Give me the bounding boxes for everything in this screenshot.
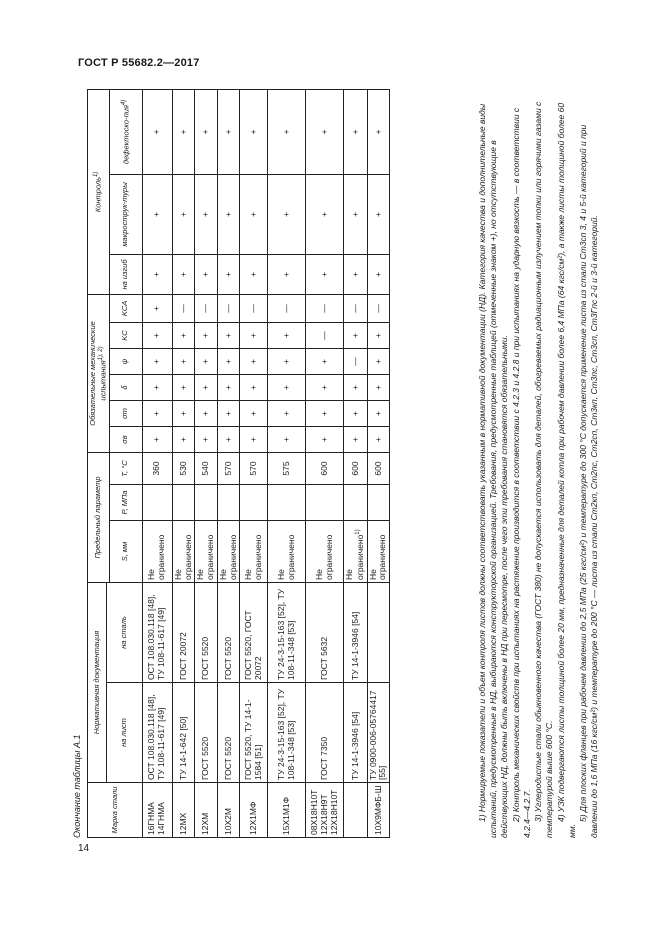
cell-st: + xyxy=(344,401,367,427)
cell-st: + xyxy=(172,401,195,427)
table-row xyxy=(268,89,306,837)
cell-steel: ТУ 24-3-15-163 [52], ТУ 108-11-348 [53] xyxy=(268,583,306,683)
cell-macro: + xyxy=(217,174,240,254)
cell-d: + xyxy=(268,375,306,401)
header-delta: δ xyxy=(109,375,142,401)
cell-t: 570 xyxy=(217,453,240,485)
rotated-content xyxy=(72,0,612,838)
table-row xyxy=(172,89,195,837)
header-limit-t: T, °C xyxy=(109,453,142,485)
cell-t: 600 xyxy=(306,453,344,485)
header-norm-steel: на сталь xyxy=(107,583,143,683)
cell-p xyxy=(344,485,367,521)
cell-sheet: ОСТ 108.030.118 [48], ТУ 108-11-617 [49] xyxy=(142,683,172,783)
cell-st: + xyxy=(306,401,344,427)
cell-kc: — xyxy=(306,323,344,349)
cell-defect: + xyxy=(268,89,306,174)
cell-sheet: ТУ 24-3-15-163 [52], ТУ 108-11-348 [53] xyxy=(268,683,306,783)
cell-bend: + xyxy=(240,254,268,294)
table-row xyxy=(240,89,268,837)
cell-defect: + xyxy=(367,89,390,174)
footnote-3: 3) Углеродистые стали обыкновенного качества (ГОСТ 380) не допускается использовать для деталей, обогреваемых радиационным излучением топки или горячими газами с температурой выше 600 °С. xyxy=(533,101,555,838)
document-header: ГОСТ Р 55682.2—2017 xyxy=(78,57,200,69)
cell-macro: + xyxy=(268,174,306,254)
cell-sheet: ГОСТ 5520, ТУ 14-1-1584 [51] xyxy=(240,683,268,783)
cell-bend: + xyxy=(367,254,390,294)
cell-sb: + xyxy=(344,427,367,453)
footnote-1: 1) Нормируемые показатели и объем контроля листов должны соответствовать указанным в нормативной документации (НД). Категория качества и дополнительные виды испытаний, предусмотренные в НД, выбираются конструкторской организацией. Требования, предусмотренные таблицей (отмеченные знаком +), но отсутствующие в действующих НД, должны быть включены в НД при пересмотре, после чего эти требования становятся обязательными. xyxy=(477,103,510,838)
table-row xyxy=(367,89,390,837)
cell-grade: 12ХМ xyxy=(195,783,218,838)
cell-p xyxy=(367,485,390,521)
cell-steel: ГОСТ 5520 xyxy=(195,583,218,683)
footnote-2: 2) Контроль механических свойств при испытаниях на растяжение производится в соответствии с 4.2.3 и 4.2.8 и при испытаниях на ударную вязкость — в соответствии с 4.2.4—4.2.7. xyxy=(510,107,532,838)
cell-s: Не ограничено xyxy=(306,521,344,583)
cell-d: + xyxy=(240,375,268,401)
table-row xyxy=(142,89,172,837)
cell-d: + xyxy=(367,375,390,401)
cell-d: + xyxy=(344,375,367,401)
cell-p xyxy=(172,485,195,521)
cell-bend: + xyxy=(344,254,367,294)
cell-psi: + xyxy=(306,349,344,375)
cell-sb: + xyxy=(367,427,390,453)
cell-p xyxy=(268,485,306,521)
cell-kc: + xyxy=(217,323,240,349)
cell-grade: 12МХ xyxy=(172,783,195,838)
page-number: 14 xyxy=(78,843,90,854)
cell-macro: + xyxy=(306,174,344,254)
header-psi: ψ xyxy=(109,349,142,375)
cell-defect: + xyxy=(217,89,240,174)
cell-s: Не ограничено xyxy=(172,521,195,583)
cell-macro: + xyxy=(195,174,218,254)
cell-t: 570 xyxy=(240,453,268,485)
cell-bend: + xyxy=(306,254,344,294)
cell-steel: ГОСТ 5632 xyxy=(306,583,344,683)
cell-s: Не ограничено xyxy=(142,521,172,583)
header-sigma-t: σт xyxy=(109,401,142,427)
table-body xyxy=(142,89,389,837)
cell-macro: + xyxy=(240,174,268,254)
header-mech: Обязательные механические испытания$^{1), 2)}$ xyxy=(88,294,110,452)
cell-steel: ОСТ 108.030.118 [48], ТУ 108-11-617 [49] xyxy=(142,583,172,683)
cell-sb: + xyxy=(240,427,268,453)
cell-kc: + xyxy=(268,323,306,349)
cell-p xyxy=(217,485,240,521)
cell-grade: 16ГНМА 14ГНМА xyxy=(142,783,172,838)
cell-psi: + xyxy=(367,349,390,375)
header-limit-s: S, мм xyxy=(109,521,142,583)
cell-defect: + xyxy=(172,89,195,174)
header-defect: дефектоско-пия$^{4)}$ xyxy=(109,89,142,174)
cell-kc: + xyxy=(367,323,390,349)
cell-bend: + xyxy=(172,254,195,294)
cell-psi: + xyxy=(142,349,172,375)
cell-bend: + xyxy=(217,254,240,294)
header-limit-p: P, МПа xyxy=(109,485,142,521)
header-kc: KC xyxy=(109,323,142,349)
cell-p xyxy=(142,485,172,521)
header-norm-sheet: на лист xyxy=(107,683,143,783)
cell-t: 600 xyxy=(344,453,367,485)
table-row xyxy=(217,89,240,837)
cell-kc: + xyxy=(344,323,367,349)
cell-kc: + xyxy=(240,323,268,349)
cell-kca: — xyxy=(195,294,218,322)
cell-bend: + xyxy=(142,254,172,294)
cell-psi: + xyxy=(217,349,240,375)
footnote-4: 4) УЗК подвергаются листы толщиной более 20 мм, предназначенные для деталей котла при рабочем давлении более 6,4 МПа (64 кгс/см²), а также листы толщиной более 60 мм. xyxy=(555,102,577,838)
cell-kc: + xyxy=(142,323,172,349)
cell-d: + xyxy=(306,375,344,401)
cell-t: 575 xyxy=(268,453,306,485)
cell-sb: + xyxy=(217,427,240,453)
cell-kca: — xyxy=(367,294,390,322)
cell-psi: + xyxy=(268,349,306,375)
footnotes xyxy=(477,90,600,838)
cell-psi: + xyxy=(195,349,218,375)
cell-grade: 08Х18Н10Т 12Х18Н9Т 12Х18Н10Т xyxy=(306,783,344,838)
cell-grade: 10Х2М xyxy=(217,783,240,838)
cell-kca: — xyxy=(240,294,268,322)
cell-kc: + xyxy=(195,323,218,349)
cell-defect: + xyxy=(142,89,172,174)
cell-grade: 12Х1МФ xyxy=(240,783,268,838)
cell-sb: + xyxy=(195,427,218,453)
cell-s: Не ограничено xyxy=(367,521,390,583)
cell-sheet: ГОСТ 7350 xyxy=(306,683,344,783)
header-bend: на изгиб xyxy=(109,254,142,294)
cell-kca: + xyxy=(142,294,172,322)
cell-st: + xyxy=(240,401,268,427)
cell-t: 600 xyxy=(367,453,390,485)
cell-steel: ГОСТ 20072 xyxy=(172,583,195,683)
footnote-5: 5) Для плоских фланцев при рабочем давлении до 2,5 МПа (25 кгс/см²) и температуре до 300 °С допускается применение листа из стали Ст3сп 3, 4 и 5-й категорий и при давлении до 1,6 МПа (16 кгс/см²) и температуре до 200 °С — листа из стали Ст2кп, Ст2пс, Ст2сп, Ст3кп, Ст3пс, Ст3сп, Ст3Гпс 2-й и 3-й категорий. xyxy=(577,124,600,838)
cell-p xyxy=(306,485,344,521)
cell-sb: + xyxy=(172,427,195,453)
cell-d: + xyxy=(195,375,218,401)
cell-kca: — xyxy=(172,294,195,322)
cell-steel: ТУ 14-1-3946 [54] xyxy=(344,583,367,683)
cell-kca: — xyxy=(268,294,306,322)
cell-psi: — xyxy=(344,349,367,375)
cell-p xyxy=(240,485,268,521)
cell-sb: + xyxy=(268,427,306,453)
table-row xyxy=(306,89,344,837)
cell-macro: + xyxy=(344,174,367,254)
cell-kc: + xyxy=(172,323,195,349)
cell-defect: + xyxy=(195,89,218,174)
cell-p xyxy=(195,485,218,521)
cell-t: 540 xyxy=(195,453,218,485)
cell-defect: + xyxy=(344,89,367,174)
cell-steel xyxy=(367,583,390,683)
cell-sb: + xyxy=(306,427,344,453)
cell-d: + xyxy=(142,375,172,401)
cell-kca: — xyxy=(306,294,344,322)
cell-d: + xyxy=(172,375,195,401)
cell-kca: — xyxy=(344,294,367,322)
cell-d: + xyxy=(217,375,240,401)
header-normative: Нормативная документация xyxy=(88,583,107,783)
header-sigma-b: σв xyxy=(109,427,142,453)
steel-table xyxy=(87,89,390,838)
header-macro: макрострук-туры xyxy=(109,174,142,254)
cell-sheet: ТУ 0900-006-05764417 [55] xyxy=(367,683,390,783)
table-row xyxy=(344,89,367,837)
cell-t: 530 xyxy=(172,453,195,485)
cell-grade: 10Х9МФБ-Ш xyxy=(367,783,390,838)
cell-s: Не ограничено xyxy=(240,521,268,583)
cell-st: + xyxy=(142,401,172,427)
cell-sheet: ГОСТ 5520 xyxy=(217,683,240,783)
cell-st: + xyxy=(367,401,390,427)
cell-sheet: ГОСТ 5520 xyxy=(195,683,218,783)
header-grade: Марка стали xyxy=(88,783,143,838)
cell-bend: + xyxy=(268,254,306,294)
cell-macro: + xyxy=(142,174,172,254)
cell-t: 360 xyxy=(142,453,172,485)
cell-s: Не ограничено$^{1)}$ xyxy=(344,521,367,583)
cell-sheet: ТУ 14-1-642 [50] xyxy=(172,683,195,783)
cell-defect: + xyxy=(306,89,344,174)
cell-psi: + xyxy=(172,349,195,375)
cell-sb: + xyxy=(142,427,172,453)
cell-macro: + xyxy=(172,174,195,254)
cell-macro: + xyxy=(367,174,390,254)
cell-kca: — xyxy=(217,294,240,322)
header-limit: Предельный параметр xyxy=(88,453,110,583)
cell-grade xyxy=(344,783,367,838)
cell-bend: + xyxy=(195,254,218,294)
cell-steel: ГОСТ 5520, ГОСТ 20072 xyxy=(240,583,268,683)
cell-st: + xyxy=(217,401,240,427)
cell-st: + xyxy=(195,401,218,427)
table-row xyxy=(195,89,218,837)
cell-sheet: ТУ 14-1-3946 [54] xyxy=(344,683,367,783)
cell-psi: + xyxy=(240,349,268,375)
cell-grade: 15Х1М1Ф xyxy=(268,783,306,838)
cell-s: Не ограничено xyxy=(217,521,240,583)
cell-s: Не ограничено xyxy=(195,521,218,583)
cell-steel: ГОСТ 5520 xyxy=(217,583,240,683)
cell-s: Не ограничено xyxy=(268,521,306,583)
table-caption: Окончание таблицы А.1 xyxy=(72,734,82,838)
header-kca: KCA xyxy=(109,294,142,322)
cell-st: + xyxy=(268,401,306,427)
header-control: Контроль$^{1)}$ xyxy=(88,89,110,294)
cell-defect: + xyxy=(240,89,268,174)
